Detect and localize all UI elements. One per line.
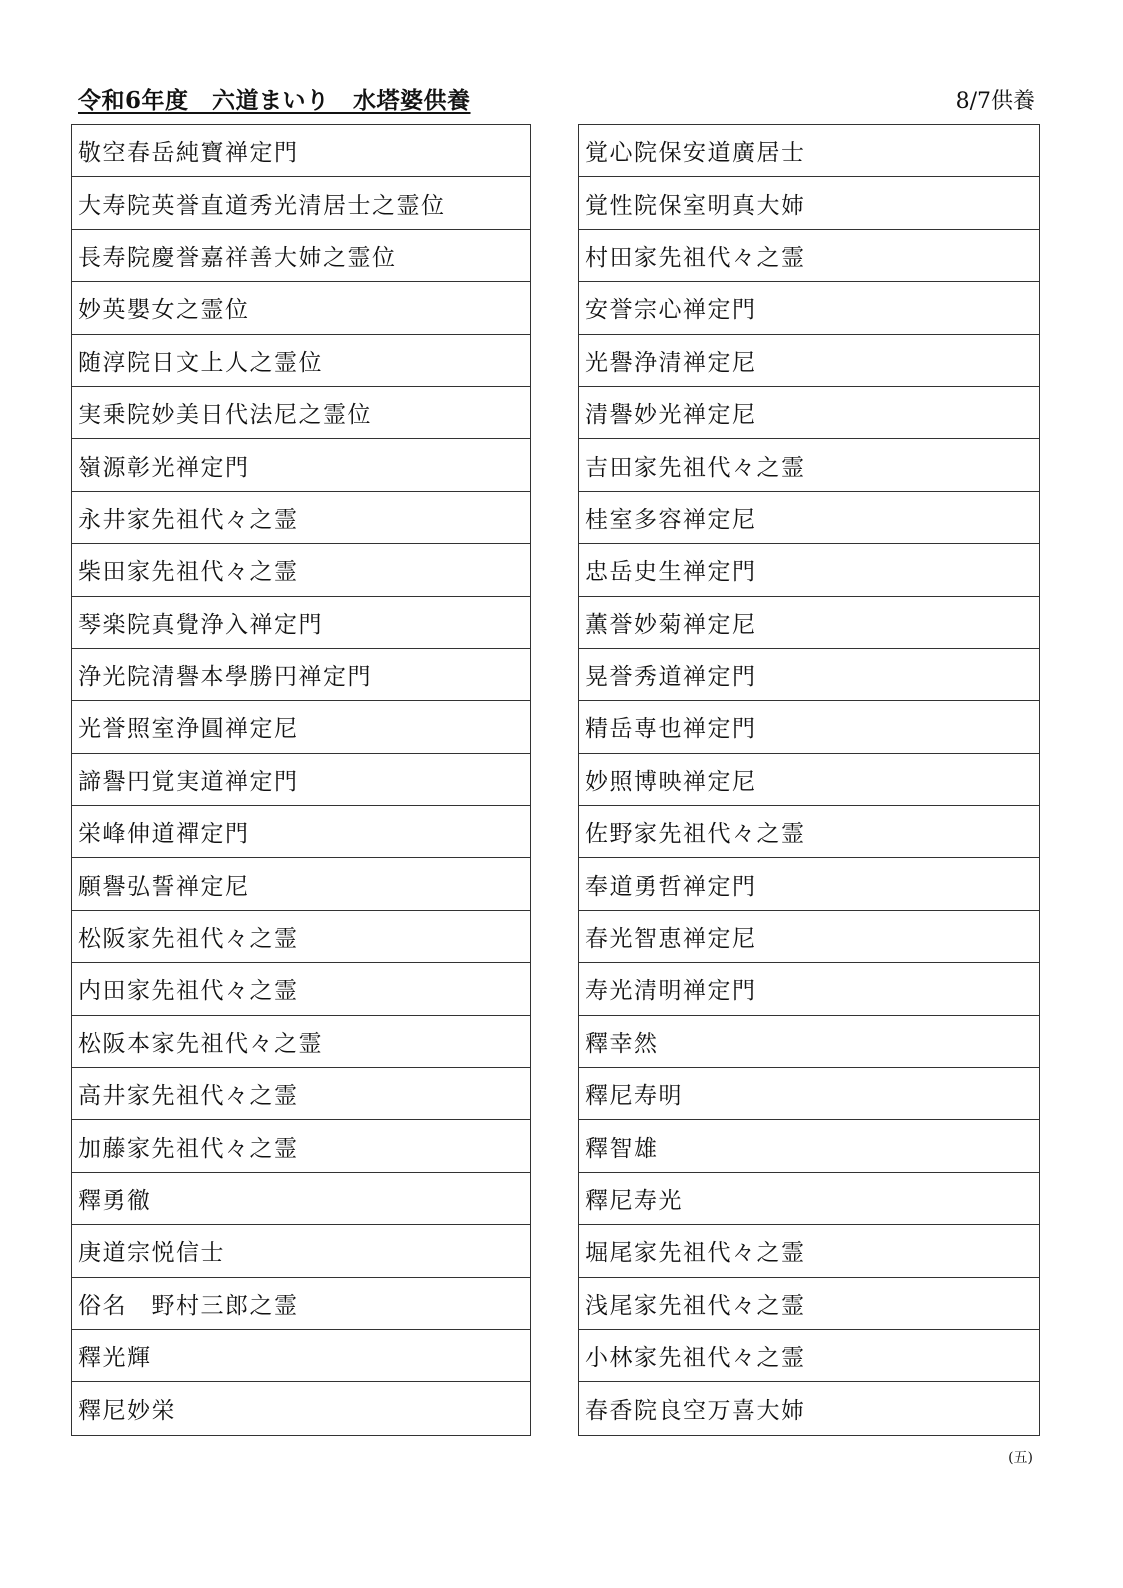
name-row: 吉田家先祖代々之霊 [579,439,1039,491]
name-row: 春光智恵禅定尼 [579,911,1039,963]
name-row: 晃誉秀道禅定門 [579,649,1039,701]
right-name-column [578,124,1040,1436]
name-row: 随淳院日文上人之霊位 [72,335,530,387]
name-row: 浅尾家先祖代々之霊 [579,1278,1039,1330]
name-row: 安誉宗心禅定門 [579,282,1039,334]
name-row: 嶺源彰光禅定門 [72,439,530,491]
name-row: 松阪本家先祖代々之霊 [72,1016,530,1068]
name-row: 俗名 野村三郎之霊 [72,1278,530,1330]
name-row: 覚性院保室明真大姉 [579,177,1039,229]
name-row: 栄峰伸道禪定門 [72,806,530,858]
date-label: 8/7供養 [955,89,1035,114]
name-row: 松阪家先祖代々之霊 [72,911,530,963]
name-row: 忠岳史生禅定門 [579,544,1039,596]
document-title: 令和6年度 六道まいり 水塔婆供養 [78,87,471,114]
name-row: 桂室多容禅定尼 [579,492,1039,544]
name-row: 内田家先祖代々之霊 [72,963,530,1015]
name-row: 諦譽円覚実道禅定門 [72,754,530,806]
name-row: 永井家先祖代々之霊 [72,492,530,544]
name-row: 清譽妙光禅定尼 [579,387,1039,439]
name-row: 庚道宗悦信士 [72,1225,530,1277]
name-row: 長寿院慶誉嘉祥善大姉之霊位 [72,230,530,282]
name-row: 釋智雄 [579,1120,1039,1172]
name-row: 高井家先祖代々之霊 [72,1068,530,1120]
name-row: 願譽弘誓禅定尼 [72,858,530,910]
name-row: 実乗院妙美日代法尼之霊位 [72,387,530,439]
left-name-column [71,124,531,1436]
name-row: 妙照博映禅定尼 [579,754,1039,806]
name-row: 釋光輝 [72,1330,530,1382]
name-row: 浄光院清譽本學勝円禅定門 [72,649,530,701]
name-row: 寿光清明禅定門 [579,963,1039,1015]
name-row: 佐野家先祖代々之霊 [579,806,1039,858]
name-row: 春香院良空万喜大姉 [585,1398,806,1425]
name-row: 光譽浄清禅定尼 [579,335,1039,387]
name-row: 釋尼寿光 [579,1173,1039,1225]
name-row: 釋尼妙栄 [78,1398,176,1425]
name-row: 大寿院英誉直道秀光清居士之霊位 [72,177,530,229]
name-row: 柴田家先祖代々之霊 [72,544,530,596]
name-row: 加藤家先祖代々之霊 [72,1120,530,1172]
name-row: 小林家先祖代々之霊 [579,1330,1039,1382]
page-number: (五) [1008,1450,1033,1466]
name-row: 薫誉妙菊禅定尼 [579,597,1039,649]
name-row: 琴楽院真覺浄入禅定門 [72,597,530,649]
name-row: 釋尼寿明 [579,1068,1039,1120]
name-row: 釋勇徹 [72,1173,530,1225]
name-row: 覚心院保安道廣居士 [579,125,1039,177]
name-row: 光誉照室浄圓禅定尼 [72,701,530,753]
name-row: 奉道勇哲禅定門 [579,858,1039,910]
name-row: 村田家先祖代々之霊 [579,230,1039,282]
name-row: 精岳専也禅定門 [579,701,1039,753]
name-row: 堀尾家先祖代々之霊 [579,1225,1039,1277]
name-row: 敬空春岳純寶禅定門 [72,125,530,177]
name-row: 妙英嬰女之霊位 [72,282,530,334]
name-row: 釋幸然 [579,1016,1039,1068]
